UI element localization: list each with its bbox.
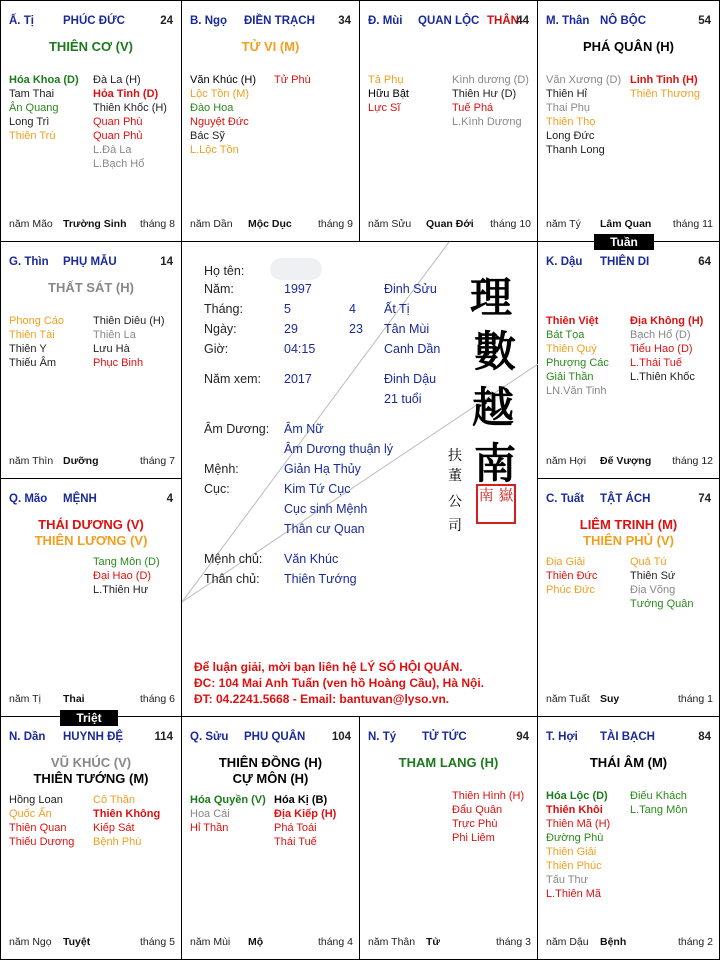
minor-star: Long Đức <box>546 130 595 142</box>
palace-cell-hoi <box>538 717 720 960</box>
minor-star: Thiên Việt <box>546 315 599 327</box>
am-duong-value: Âm Nữ <box>284 422 324 436</box>
right-stars <box>630 555 694 611</box>
sub-calligraphy-2: 董 <box>448 468 462 484</box>
palace-header <box>546 493 711 507</box>
minor-star: Trực Phù <box>452 818 498 830</box>
palace-year: năm Thìn <box>9 455 54 467</box>
palace-name: HUYNH ĐỆ <box>63 731 124 743</box>
palace-cell-ty <box>0 0 182 242</box>
birth-row-label: Giờ: <box>204 342 229 356</box>
minor-star: Thiên Hư (D) <box>452 88 517 100</box>
minor-star: Thanh Long <box>546 144 605 156</box>
main-star: VŨ KHÚC (V) <box>50 755 132 770</box>
palace-header <box>546 731 711 745</box>
calligraphy-char-1: 理 <box>470 273 513 322</box>
minor-star: L.Thiên Hư <box>93 584 149 596</box>
palace-footer <box>190 218 353 231</box>
minor-star: Ân Quang <box>9 102 59 114</box>
minor-star: Thiên Trù <box>9 130 56 142</box>
main-star: THIÊN TƯỚNG (M) <box>33 771 149 786</box>
main-star: THAM LANG (H) <box>398 755 499 770</box>
palace-stage: Suy <box>600 693 620 705</box>
palace-name: PHU QUÂN <box>244 731 306 743</box>
birth-row-label: Tháng: <box>204 302 243 316</box>
left-stars <box>9 73 79 143</box>
palace-branch: K. Dậu <box>546 256 583 268</box>
minor-star: Đường Phù <box>546 832 604 844</box>
palace-year: năm Hợi <box>546 455 587 467</box>
palace-stage: Tuyệt <box>63 936 91 948</box>
left-stars <box>546 789 610 901</box>
minor-star: Tang Môn (D) <box>93 556 160 568</box>
main-star: THIÊN PHỦ (V) <box>583 533 674 548</box>
palace-header <box>9 15 173 29</box>
palace-name: PHÚC ĐỨC <box>63 15 125 27</box>
minor-star: Bát Tọa <box>546 329 585 341</box>
palace-cell-than <box>538 0 720 242</box>
palace-year: năm Tị <box>9 693 41 705</box>
minor-star: Hóa Kị (B) <box>274 794 328 806</box>
birth-row-label: Năm: <box>204 282 234 296</box>
minor-star: Thiên Mã (H) <box>546 818 611 830</box>
palace-cell-thin <box>0 242 182 479</box>
palace-cell-ngo <box>182 0 360 242</box>
palace-footer <box>9 936 175 949</box>
palace-header <box>190 15 351 29</box>
palace-age: 34 <box>338 15 351 27</box>
minor-star: Thiên Không <box>93 808 161 820</box>
minor-star: Quan Phù <box>93 116 143 128</box>
minor-star: L.Đà La <box>93 144 132 156</box>
palace-month: tháng 11 <box>672 218 713 230</box>
palace-month: tháng 4 <box>317 936 353 948</box>
palace-stage: Tử <box>426 936 441 948</box>
main-star: THÁI ÂM (M) <box>589 755 668 770</box>
center-info-panel <box>182 242 538 717</box>
palace-header <box>190 731 351 745</box>
birth-row-can-chi: Canh Dần <box>384 342 441 356</box>
minor-star: Hỉ Thần <box>190 822 229 834</box>
palace-name: TỬ TỨC <box>422 731 467 743</box>
minor-star: Thiên Khốc (H) <box>93 102 167 114</box>
right-stars <box>630 73 700 101</box>
minor-star: L.Bạch Hổ <box>93 158 145 170</box>
main-star: THẤT SÁT (H) <box>48 280 134 295</box>
contact-line-2: ĐC: 104 Mai Anh Tuấn (ven hồ Hoàng Cầu), Hà Nội. <box>194 676 485 690</box>
palace-stage: Dưỡng <box>63 455 99 467</box>
palace-name: QUAN LỘC <box>418 15 480 27</box>
minor-star: Hỏa Tinh (D) <box>93 88 159 100</box>
minor-star: Phi Liêm <box>452 832 495 844</box>
tuoi-value: 21 tuổi <box>384 392 422 406</box>
palace-year: năm Mão <box>9 218 53 230</box>
palace-branch: Q. Mão <box>9 493 48 505</box>
palace-stage: Lâm Quan <box>600 218 652 230</box>
minor-star: Bệnh Phù <box>93 836 142 848</box>
right-stars <box>93 555 160 597</box>
palace-month: tháng 6 <box>139 693 175 705</box>
minor-star: Lộc Tồn (M) <box>190 88 250 100</box>
palace-header <box>9 493 173 507</box>
sub-calligraphy-3: 公 <box>448 494 462 510</box>
palace-year: năm Dần <box>190 218 233 230</box>
birth-row-lunar: 23 <box>349 322 363 336</box>
minor-star: Thiên Đức <box>546 570 598 582</box>
palace-branch: Đ. Mùi <box>368 15 403 27</box>
palace-branch: M. Thân <box>546 15 590 27</box>
calligraphy-char-3: 越 <box>472 383 515 432</box>
minor-star: L.Kình Dương <box>452 116 522 128</box>
minor-star: Thiên Hỉ <box>546 88 587 100</box>
than-cu-note: Thân cư Quan <box>284 522 365 536</box>
cuc-note: Cục sinh Mệnh <box>284 502 368 516</box>
minor-star: Địa Không (H) <box>630 315 704 327</box>
calligraphy-char-4: 南 <box>474 439 517 488</box>
birth-row-solar: 29 <box>284 322 298 336</box>
minor-star: Long Trì <box>9 116 50 128</box>
right-stars <box>93 793 160 849</box>
minor-star: Thiên Thương <box>630 88 701 100</box>
palace-age: 84 <box>698 731 711 743</box>
palace-stage: Mộ <box>248 936 264 948</box>
palace-footer <box>9 455 175 468</box>
minor-star: Tiểu Hao (D) <box>630 343 693 355</box>
palace-age: 64 <box>698 256 711 268</box>
palace-month: tháng 2 <box>677 936 713 948</box>
palace-header <box>546 256 711 270</box>
minor-star: Bác Sỹ <box>190 130 225 142</box>
right-stars <box>93 73 167 171</box>
palace-cell-tuat <box>538 479 720 717</box>
palace-year: năm Thân <box>368 936 416 948</box>
minor-star: Bạch Hổ (D) <box>630 329 691 341</box>
palace-footer <box>546 693 713 706</box>
minor-star: Thiếu Âm <box>9 357 57 369</box>
minor-star: Thiên Quan <box>9 822 67 834</box>
minor-star: Quốc Ấn <box>9 808 52 820</box>
right-stars <box>274 793 336 849</box>
palace-stage: Mộc Dục <box>248 218 292 230</box>
minor-star: Đà La (H) <box>93 74 141 86</box>
palace-year: năm Sửu <box>368 218 412 230</box>
minor-star: Tấu Thư <box>546 874 589 886</box>
left-stars <box>9 314 64 370</box>
nam-xem-value: 2017 <box>284 372 312 386</box>
minor-star: Thai Phụ <box>546 102 591 114</box>
palace-age: 44 <box>516 15 529 27</box>
minor-star: Cô Thần <box>93 794 135 806</box>
palace-cell-suu <box>182 717 360 960</box>
palace-header <box>368 731 529 745</box>
minor-star: Phục Binh <box>93 357 144 369</box>
palace-footer <box>9 218 175 231</box>
palace-month: tháng 9 <box>317 218 353 230</box>
minor-star: Tuế Phá <box>452 102 494 114</box>
minor-star: Quan Phủ <box>93 130 143 142</box>
sub-calligraphy-1: 扶 <box>448 448 462 464</box>
minor-star: Thiên Y <box>9 343 47 355</box>
palace-year: năm Tuất <box>546 693 590 705</box>
palace-footer <box>546 218 713 231</box>
minor-star: Nguyệt Đức <box>190 116 249 128</box>
palace-age: 14 <box>160 256 173 268</box>
minor-star: Lưu Hà <box>93 343 130 355</box>
palace-branch: N. Tý <box>368 731 397 743</box>
minor-star: Địa Kiếp (H) <box>274 808 337 820</box>
minor-star: Địa Võng <box>630 584 676 596</box>
minor-star: Thiên La <box>93 329 136 341</box>
triet-tag: Triệt <box>60 710 118 726</box>
minor-star: Đào Hoa <box>190 102 234 114</box>
palace-name: NÔ BỘC <box>600 15 646 27</box>
palace-cell-ti <box>360 717 538 960</box>
menh-label: Mệnh: <box>204 462 239 476</box>
menh-chu-label: Mệnh chủ: <box>204 552 263 566</box>
palace-age: 104 <box>331 731 351 743</box>
right-stars <box>274 73 311 87</box>
contact-line-1: Để luận giải, mời bạn liên hệ LÝ SỐ HỘI QUÁN. <box>194 660 463 674</box>
right-stars <box>93 314 165 370</box>
palace-age: 24 <box>160 15 173 27</box>
palace-stage: Bệnh <box>600 936 627 948</box>
palace-cell-mao <box>0 479 182 717</box>
palace-branch: G. Thìn <box>9 256 49 268</box>
minor-star: Địa Giải <box>546 556 586 568</box>
calligraphy-char-2: 數 <box>474 327 517 376</box>
minor-star: LN.Văn Tinh <box>546 385 607 397</box>
cuc-label: Cục: <box>204 482 230 496</box>
main-star: THIÊN ĐỒNG (H) <box>218 755 323 770</box>
palace-header <box>368 15 529 29</box>
palace-stage: Quan Đới <box>426 218 474 230</box>
than-marker: THÂN <box>487 15 519 27</box>
minor-star: Thiên Diêu (H) <box>93 315 165 327</box>
palace-cell-mui <box>360 0 538 242</box>
palace-branch: B. Ngọ <box>190 15 228 27</box>
minor-star: L.Tang Môn <box>630 804 688 816</box>
palace-month: tháng 7 <box>139 455 175 467</box>
than-chu-label: Thân chủ: <box>204 572 260 586</box>
minor-star: Tướng Quân <box>630 598 694 610</box>
minor-star: Thiên Giải <box>546 846 597 858</box>
palace-footer <box>190 936 353 949</box>
palace-name: TÀI BẠCH <box>600 731 655 743</box>
minor-star: Kiếp Sát <box>93 822 135 834</box>
minor-star: Đẩu Quân <box>452 804 503 816</box>
right-stars <box>452 73 529 129</box>
nam-xem-label: Năm xem: <box>204 372 261 386</box>
palace-name: THIÊN DI <box>600 256 650 268</box>
minor-star: Giải Thần <box>546 371 594 383</box>
minor-star: L.Lộc Tồn <box>190 144 239 156</box>
palace-footer <box>368 936 531 949</box>
minor-star: Hoa Cái <box>190 808 230 820</box>
palace-branch: T. Hợi <box>546 731 578 743</box>
minor-star: Hóa Khoa (D) <box>9 74 79 86</box>
minor-star: Tả Phụ <box>368 74 404 86</box>
main-star: THÁI DƯƠNG (V) <box>38 517 144 532</box>
palace-footer <box>546 936 713 949</box>
contact-line-3: ĐT: 04.2241.5668 - Email: bantuvan@lyso.vn. <box>194 692 450 706</box>
minor-star: Thiếu Dương <box>9 836 75 848</box>
palace-year: năm Dậu <box>546 936 589 948</box>
minor-star: L.Thiên Khốc <box>630 371 695 383</box>
birth-row-label: Ngày: <box>204 322 237 336</box>
menh-chu-value: Văn Khúc <box>284 552 339 566</box>
birth-row-can-chi: Ất Tị <box>384 302 410 316</box>
minor-star: L.Thiên Mã <box>546 888 602 900</box>
palace-cell-dau <box>538 242 720 479</box>
minor-star: Phong Cáo <box>9 315 65 327</box>
palace-cell-dan <box>0 717 182 960</box>
palace-name: PHỤ MẪU <box>63 256 117 268</box>
minor-star: Thiên Thọ <box>546 116 596 128</box>
minor-star: Tam Thai <box>9 88 55 100</box>
than-chu-value: Thiên Tướng <box>284 572 357 586</box>
left-stars <box>546 555 597 597</box>
birth-row-solar: 04:15 <box>284 342 316 356</box>
palace-footer <box>368 218 531 231</box>
main-star: CỰ MÔN (H) <box>232 771 309 786</box>
palace-stage: Trường Sinh <box>63 218 127 230</box>
palace-header <box>546 15 711 29</box>
birth-row-solar: 5 <box>284 302 291 316</box>
minor-star: Văn Xương (D) <box>546 74 622 86</box>
main-star: THIÊN CƠ (V) <box>48 39 134 54</box>
menh-value: Giản Hạ Thủy <box>284 462 361 476</box>
palace-stage: Thai <box>63 693 85 705</box>
palace-year: năm Mùi <box>190 936 231 948</box>
minor-star: Hữu Bật <box>368 88 409 100</box>
palace-name: ĐIỀN TRẠCH <box>244 15 315 27</box>
name-label: Họ tên: <box>204 264 245 278</box>
minor-star: Quả Tú <box>630 556 667 568</box>
palace-footer <box>9 693 175 706</box>
palace-branch: N. Dần <box>9 731 46 743</box>
am-duong-note: Âm Dương thuận lý <box>284 442 393 456</box>
birth-row-solar: 1997 <box>284 282 312 296</box>
left-stars <box>546 314 609 398</box>
am-duong-label: Âm Dương: <box>204 422 270 436</box>
minor-star: Lực Sĩ <box>368 102 401 114</box>
name-blur <box>270 258 322 280</box>
palace-month: tháng 5 <box>139 936 175 948</box>
sub-calligraphy-4: 司 <box>448 518 462 534</box>
minor-star: Linh Tinh (H) <box>630 74 698 86</box>
minor-star: Tử Phù <box>274 74 311 86</box>
palace-branch: Q. Sửu <box>190 731 229 743</box>
left-stars <box>546 73 621 157</box>
minor-star: Điếu Khách <box>630 790 687 802</box>
palace-stage: Đế Vượng <box>600 455 652 467</box>
main-star: THIÊN LƯƠNG (V) <box>34 533 148 548</box>
palace-age: 54 <box>698 15 711 27</box>
palace-age: 74 <box>698 493 711 505</box>
palace-age: 94 <box>516 731 529 743</box>
palace-month: tháng 3 <box>495 936 531 948</box>
minor-star: Hóa Lộc (D) <box>546 790 608 802</box>
birth-row-can-chi: Đinh Sửu <box>384 282 437 296</box>
palace-month: tháng 8 <box>139 218 175 230</box>
palace-month: tháng 12 <box>672 455 713 467</box>
palace-year: năm Ngọ <box>9 936 52 948</box>
palace-footer <box>546 455 713 468</box>
cuc-value: Kim Tứ Cục <box>284 482 351 496</box>
palace-branch: C. Tuất <box>546 493 585 505</box>
minor-star: Thái Tuế <box>274 836 317 848</box>
minor-star: Thiên Tài <box>9 329 55 341</box>
palace-header <box>9 256 173 270</box>
minor-star: Phúc Đức <box>546 584 595 596</box>
right-stars <box>452 789 524 845</box>
palace-age: 114 <box>154 731 173 743</box>
minor-star: L.Thái Tuế <box>630 357 682 369</box>
palace-name: TẬT ÁCH <box>600 493 651 505</box>
minor-star: Phá Toái <box>274 822 317 834</box>
palace-branch: Ấ. Tị <box>9 15 34 27</box>
nam-xem-can-chi: Đinh Dậu <box>384 372 437 386</box>
left-stars <box>190 793 266 835</box>
minor-star: Hóa Quyền (V) <box>190 794 266 806</box>
birth-row-can-chi: Tân Mùi <box>384 322 430 336</box>
palace-age: 4 <box>166 493 173 505</box>
minor-star: Thiên Sứ <box>630 570 676 582</box>
minor-star: Thiên Khôi <box>546 804 603 816</box>
left-stars <box>9 793 74 849</box>
minor-star: Thiên Phúc <box>546 860 602 872</box>
right-stars <box>630 789 687 817</box>
main-star: LIÊM TRINH (M) <box>579 517 678 532</box>
tuan-tag: Tuần <box>594 234 654 250</box>
birth-row-lunar: 4 <box>349 302 356 316</box>
minor-star: Phượng Các <box>546 357 609 369</box>
minor-star: Thiên Hình (H) <box>452 790 525 802</box>
minor-star: Đại Hao (D) <box>93 570 152 582</box>
minor-star: Hồng Loan <box>9 794 63 806</box>
main-star: PHÁ QUÂN (H) <box>583 39 674 54</box>
palace-month: tháng 10 <box>490 218 531 230</box>
left-stars <box>190 73 256 157</box>
palace-name: MỆNH <box>63 493 97 505</box>
minor-star: Văn Khúc (H) <box>190 74 257 86</box>
left-stars <box>368 73 409 115</box>
palace-month: tháng 1 <box>677 693 713 705</box>
right-stars <box>630 314 703 384</box>
red-seal-stamp: 南 嶽 <box>476 484 516 524</box>
palace-header <box>9 731 173 745</box>
palace-year: năm Tý <box>546 218 581 230</box>
minor-star: Thiên Quý <box>546 343 597 355</box>
minor-star: Kình dương (D) <box>452 74 529 86</box>
main-star: TỬ VI (M) <box>241 39 300 54</box>
